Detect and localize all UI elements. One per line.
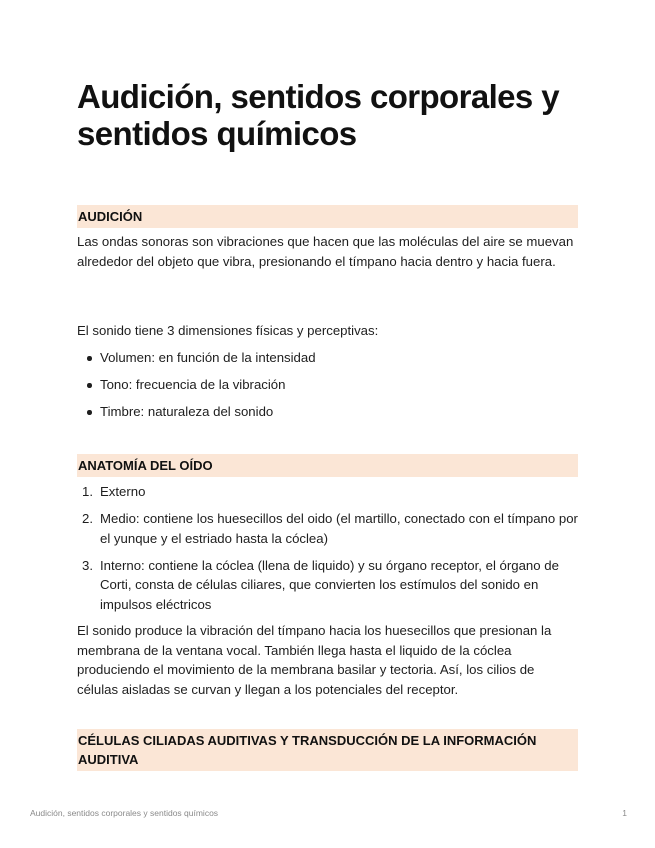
list-number: 3.: [82, 557, 93, 573]
paragraph-ondas-sonoras: Las ondas sonoras son vibraciones que hacen que las moléculas del aire se muevan alrededor del objeto que vibra, presionando el tímpano hacia dentro y hacia fuera.: [77, 234, 574, 269]
bullet-list-dimensiones: [77, 348, 579, 422]
list-item: [77, 482, 579, 502]
list-number: 2.: [82, 511, 93, 526]
numbered-list-anatomia: [77, 482, 579, 614]
list-item-text: Medio: contiene los huesecillos del oido (el martillo, conectado con el tímpano por el yunque y el estriado hasta la cóclea): [100, 511, 578, 546]
paragraph-vibracion-timpano: El sonido produce la vibración del tímpano hacia los huesecillos que presionan la membrana de la ventana vocal. También llega hasta el liquido de la cóclea produciendo el movimiento de la membrana basilar y tectoria. Así, los cilios de células aisladas se curvan y llegan a los potenciales del receptor.: [77, 623, 552, 697]
list-item: [77, 556, 579, 615]
list-item: [77, 509, 579, 548]
paragraph-dimensiones: El sonido tiene 3 dimensiones físicas y perceptivas:: [77, 323, 379, 338]
list-number: 1.: [82, 484, 93, 499]
section-heading-audicion: AUDICIÓN: [77, 205, 578, 228]
list-item: Volumen: en función de la intensidad: [77, 348, 579, 368]
page-title: Audición, sentidos corporales y sentidos químicos: [77, 78, 560, 152]
footer-page-number: 1: [622, 808, 627, 818]
list-item-text: Interno: contiene la cóclea (llena de liquido) y su órgano receptor, el órgano de Corti, consta de células ciliares, que convierten los estímulos del sonido en impulsos eléctricos: [100, 557, 559, 612]
list-item-text: Externo: [100, 484, 146, 499]
section-heading-celulas-ciliadas: CÉLULAS CILIADAS AUDITIVAS Y TRANSDUCCIÓN DE LA INFORMACIÓN AUDITIVA: [77, 729, 578, 771]
list-item: Timbre: naturaleza del sonido: [77, 402, 579, 422]
list-item: Tono: frecuencia de la vibración: [77, 375, 579, 395]
section-heading-anatomia: ANATOMÍA DEL OÍDO: [77, 454, 578, 477]
footer-document-title: Audición, sentidos corporales y sentidos químicos: [30, 808, 219, 818]
